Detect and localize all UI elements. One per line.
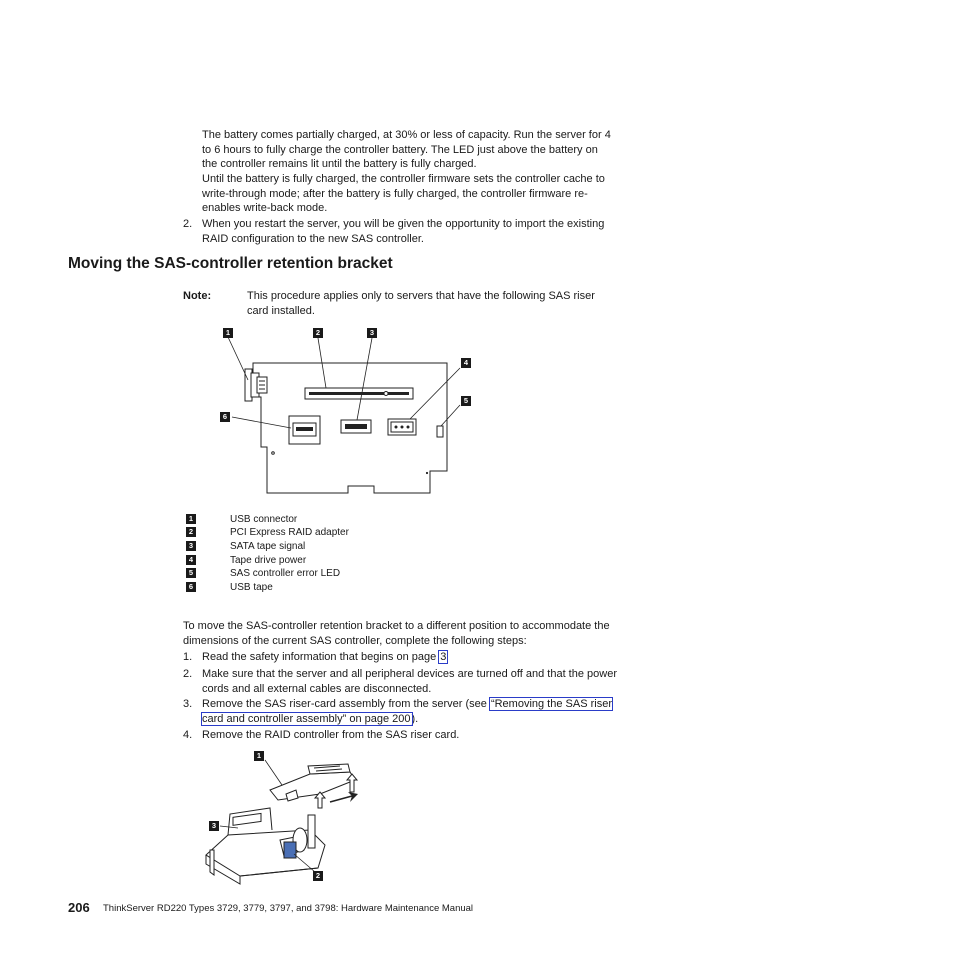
callout-4: 4 xyxy=(461,358,471,368)
procedure-intro: To move the SAS-controller retention bracket to a different position to accommodate the dimensions of the current SAS controller, complete the following steps: xyxy=(183,620,610,647)
callout-2: 2 xyxy=(313,871,323,881)
step-2-text: Make sure that the server and all peripheral devices are turned off and that the power cords and all external cables are disconnected. xyxy=(202,668,617,695)
legend-callout: 6 xyxy=(186,582,196,592)
callout-1: 1 xyxy=(254,751,264,761)
legend-callout: 5 xyxy=(186,568,196,578)
step-4-text: Remove the RAID controller from the SAS riser card. xyxy=(202,729,460,741)
callout-3: 3 xyxy=(209,821,219,831)
step-1-text: Read the safety information that begins on page xyxy=(202,651,437,663)
legend-label: USB connector xyxy=(230,514,298,525)
callout-1: 1 xyxy=(223,328,233,338)
step-number: 3. xyxy=(183,698,193,710)
legend-label: USB tape xyxy=(230,582,273,593)
legend-callout: 4 xyxy=(186,555,196,565)
section-title: Moving the SAS-controller retention bracket xyxy=(68,255,393,272)
battery-charge-paragraph: The battery comes partially charged, at 30% or less of capacity. Run the server for 4 to 6 hours to fully charge the controller battery. The LED just above the battery on the controller remains lit until the battery is fully charged. xyxy=(202,129,611,170)
removing-sas-riser-link[interactable]: “Removing the SAS riser card and controller assembly” on page 200 xyxy=(202,698,612,725)
callout-3: 3 xyxy=(367,328,377,338)
legend-callout: 1 xyxy=(186,514,196,524)
page-3-link[interactable]: 3 xyxy=(440,651,447,663)
note-text: This procedure applies only to servers that have the following SAS riser card installed. xyxy=(247,290,595,317)
manual-title: ThinkServer RD220 Types 3729, 3779, 3797, and 3798: Hardware Maintenance Manual xyxy=(103,903,474,914)
legend-label: PCI Express RAID adapter xyxy=(230,527,349,538)
step-number: 2. xyxy=(183,668,193,680)
note-label: Note: xyxy=(183,290,212,302)
legend-callout: 3 xyxy=(186,541,196,551)
step-3-text: Remove the SAS riser-card assembly from the server (see xyxy=(202,698,487,710)
sas-riser-card-diagram xyxy=(215,325,480,505)
step-number: 2. xyxy=(183,218,193,230)
legend-label: SATA tape signal xyxy=(230,541,306,552)
firmware-cache-paragraph: Until the battery is fully charged, the controller firmware sets the controller cache to write-through mode; after the battery is fully charged, the controller firmware re-enables write-back mode. xyxy=(202,173,605,214)
page-number: 206 xyxy=(68,900,90,915)
step-3 xyxy=(202,697,617,726)
callout-5: 5 xyxy=(461,396,471,406)
callout-6: 6 xyxy=(220,412,230,422)
step-3-end: ). xyxy=(411,712,419,725)
legend-callout: 2 xyxy=(186,527,196,537)
step-1 xyxy=(202,650,617,665)
restart-step-text: When you restart the server, you will be given the opportunity to import the existing RAID configuration to the new SAS controller. xyxy=(202,218,605,245)
legend-label: SAS controller error LED xyxy=(230,568,341,579)
callout-2: 2 xyxy=(313,328,323,338)
raid-controller-removal-diagram xyxy=(200,750,370,885)
legend-label: Tape drive power xyxy=(230,555,307,566)
step-number: 4. xyxy=(183,729,193,741)
step-number: 1. xyxy=(183,651,193,663)
